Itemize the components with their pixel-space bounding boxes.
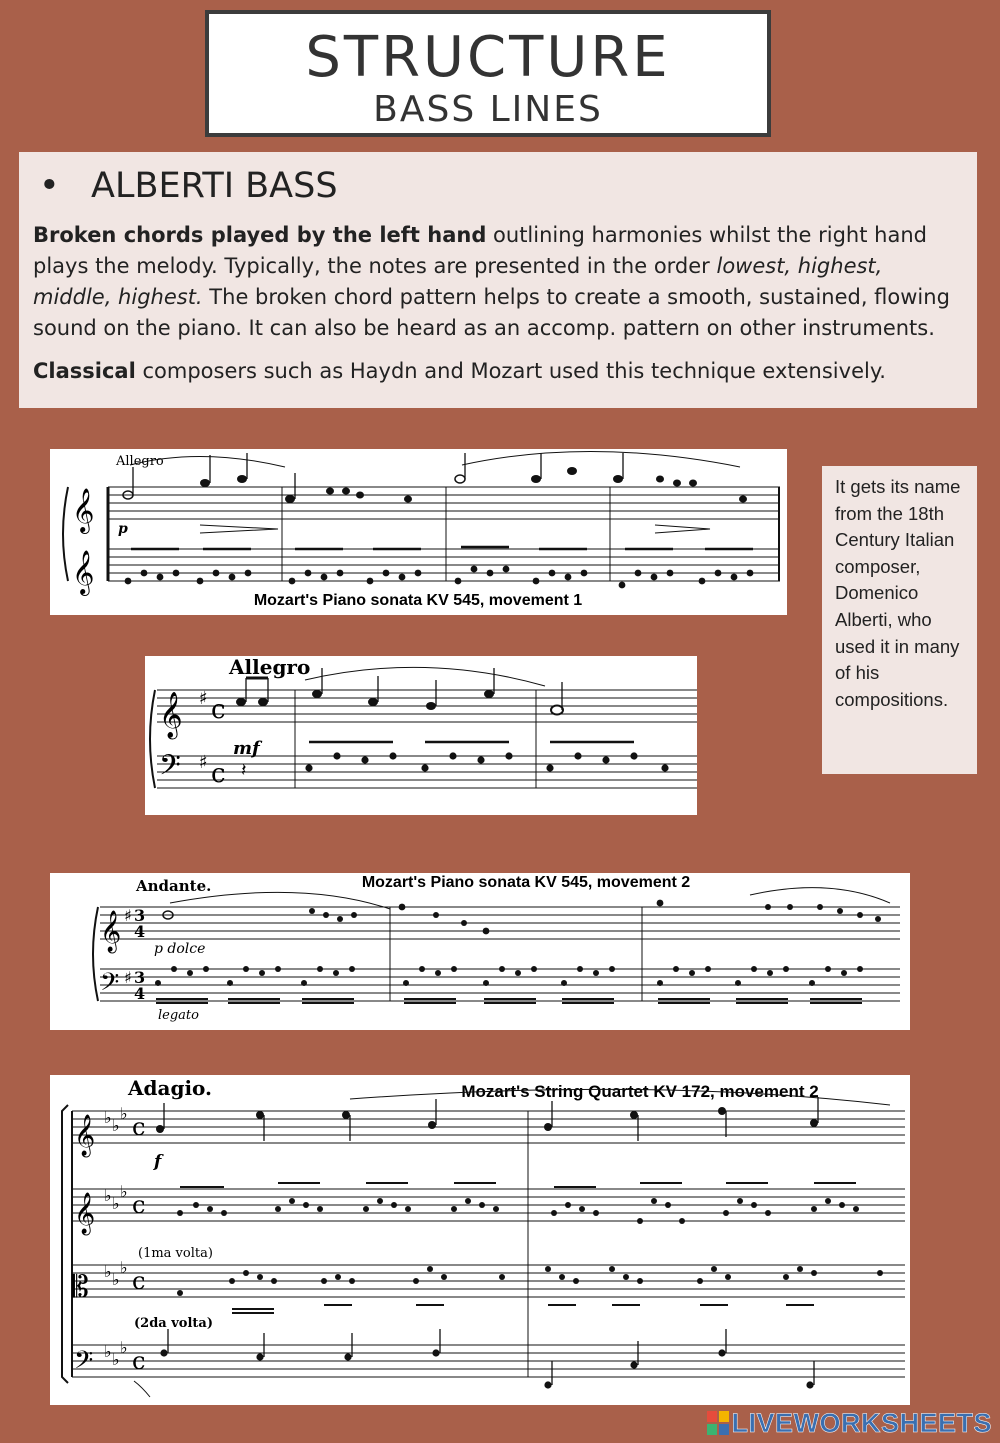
brand-name: LIVEWORKSHEETS (731, 1407, 992, 1438)
svg-text:♭: ♭ (120, 1258, 128, 1277)
svg-text:♭: ♭ (112, 1194, 120, 1213)
svg-text:♭: ♭ (104, 1108, 112, 1127)
brace (93, 907, 98, 1001)
italic-phrase: lowest, highest, middle, highest. (33, 254, 883, 309)
time-sig-top: 3 (134, 906, 146, 925)
tempo-marking: Allegro (229, 656, 311, 679)
score-caption: Mozart's Piano sonata KV 545, movement 2 (361, 874, 691, 891)
liveworksheets-logo (707, 1408, 992, 1438)
system-bracket (62, 1105, 68, 1383)
dynamic-marking: p dolce (154, 941, 206, 957)
staff-lines (108, 487, 780, 581)
svg-text:c: c (132, 1267, 146, 1295)
staff-lines (100, 907, 900, 1001)
staff-lines (72, 1111, 905, 1377)
svg-text:♭: ♭ (104, 1186, 112, 1205)
sharp-icon: ♯ (199, 688, 208, 709)
page-subtitle: BASS LINES (373, 89, 603, 130)
bass-notes (125, 566, 754, 589)
svg-text:c: c (132, 1113, 146, 1141)
bullet: • (39, 166, 60, 206)
time-signature: c (211, 695, 226, 725)
melody-notes (163, 900, 881, 935)
svg-text:♭: ♭ (104, 1262, 112, 1281)
sharp-icon-bass: ♯ (199, 752, 208, 773)
score-caption: Mozart's String Quartet KV 172, movement 2 (461, 1082, 819, 1101)
score-kv172-mvt2 (50, 1075, 910, 1405)
melody-notes (123, 467, 747, 503)
score-caption: Mozart's Piano sonata KV 545, movement 1 (253, 592, 583, 609)
volta-2: (2da volta) (134, 1316, 213, 1331)
legato-marking: legato (158, 1008, 199, 1023)
svg-text:♭: ♭ (120, 1338, 128, 1357)
heading-text: ALBERTI BASS (91, 166, 338, 206)
svg-text:c: c (132, 1191, 146, 1219)
cello-mark (134, 1381, 150, 1397)
treble-clef-icon: 𝄞 (72, 488, 95, 532)
score-2-svg (145, 656, 697, 815)
svg-text:c: c (132, 1347, 146, 1375)
brace (63, 487, 68, 581)
paragraph-text: outlining harmonies whilst the right hand plays the melody. Typically, the notes are presented in the order (33, 223, 927, 278)
score-4-svg (50, 1075, 910, 1405)
score-1-svg (50, 449, 787, 615)
score-kv545-mvt2 (50, 873, 910, 1030)
melody-stems (133, 453, 623, 499)
svg-text:♭: ♭ (104, 1342, 112, 1361)
classical-text: composers such as Haydn and Mozart used this technique extensively. (135, 359, 886, 383)
bass-notes (305, 752, 668, 771)
svg-text:♭: ♭ (112, 1350, 120, 1369)
score-3-svg (50, 873, 910, 1030)
dynamic-marking: p (118, 521, 128, 537)
score-kv545-mvt1 (50, 449, 787, 615)
tempo-marking: Allegro (116, 454, 164, 469)
slur (305, 667, 545, 686)
treble-clef-icon-2: 𝄞 (74, 1193, 96, 1234)
bass-clef-icon: 𝄢 (74, 1346, 94, 1381)
slur-2 (750, 888, 890, 903)
logo-icon (707, 1411, 729, 1435)
rest-icon: 𝄽 (241, 760, 247, 781)
time-sig-top-bass: 3 (134, 968, 146, 987)
tempo-marking: Adagio. (128, 1076, 212, 1100)
page-title: STRUCTURE (305, 25, 671, 90)
title-box (205, 10, 771, 137)
section-heading (33, 162, 963, 210)
svg-text:♭: ♭ (112, 1270, 120, 1289)
dynamic-marking: f (154, 1152, 162, 1172)
paragraph-text-2: The broken chord pattern helps to create a smooth, sustained, flowing sound on the piano. It can also be heard as an accomp. pattern on other instruments. (33, 285, 950, 340)
slur-2 (462, 451, 740, 467)
svg-text:♭: ♭ (120, 1104, 128, 1123)
treble-clef-icon: 𝄞 (100, 911, 122, 952)
bold-classical: Classical (33, 359, 136, 383)
info-panel (19, 152, 977, 408)
treble-clef-icon: 𝄞 (159, 692, 183, 738)
bass-clef-icon: 𝄢 (159, 749, 181, 789)
treble-clef-icon: 𝄞 (74, 1115, 96, 1156)
brace (150, 690, 155, 788)
side-note: It gets its name from the 18th Century Italian composer, Domenico Alberti, who used it in many of his compositions. (822, 466, 977, 774)
time-sig-bottom: 4 (134, 922, 146, 941)
description-paragraph (33, 220, 963, 344)
time-signature-bass: c (211, 759, 226, 789)
viola-beams (232, 1305, 814, 1313)
treble-clef-icon-lower: 𝄞 (72, 550, 95, 594)
svg-text:♭: ♭ (120, 1182, 128, 1201)
dynamic-marking: mf (233, 738, 260, 759)
time-signatures (132, 1113, 145, 1375)
classical-paragraph (33, 356, 963, 387)
alto-clef-icon: 𝄡 (72, 1270, 89, 1305)
hairpins (200, 525, 710, 533)
bold-phrase: Broken chords played by the left hand (33, 223, 487, 247)
svg-text:♭: ♭ (112, 1116, 120, 1135)
violin2-notes (177, 1198, 859, 1224)
flat-icons (104, 1104, 128, 1369)
bass-clef-icon: 𝄢 (100, 968, 120, 1003)
violin2-beams (180, 1183, 856, 1187)
score-allegro-g-major (145, 656, 697, 815)
volta-1: (1ma volta) (138, 1246, 213, 1261)
tempo-marking: Andante. (136, 877, 212, 895)
melody-notes (236, 690, 563, 715)
time-sig-bottom-bass: 4 (134, 984, 146, 1003)
sharp-icon-bass: ♯ (124, 968, 132, 987)
sharp-icon: ♯ (124, 906, 132, 925)
